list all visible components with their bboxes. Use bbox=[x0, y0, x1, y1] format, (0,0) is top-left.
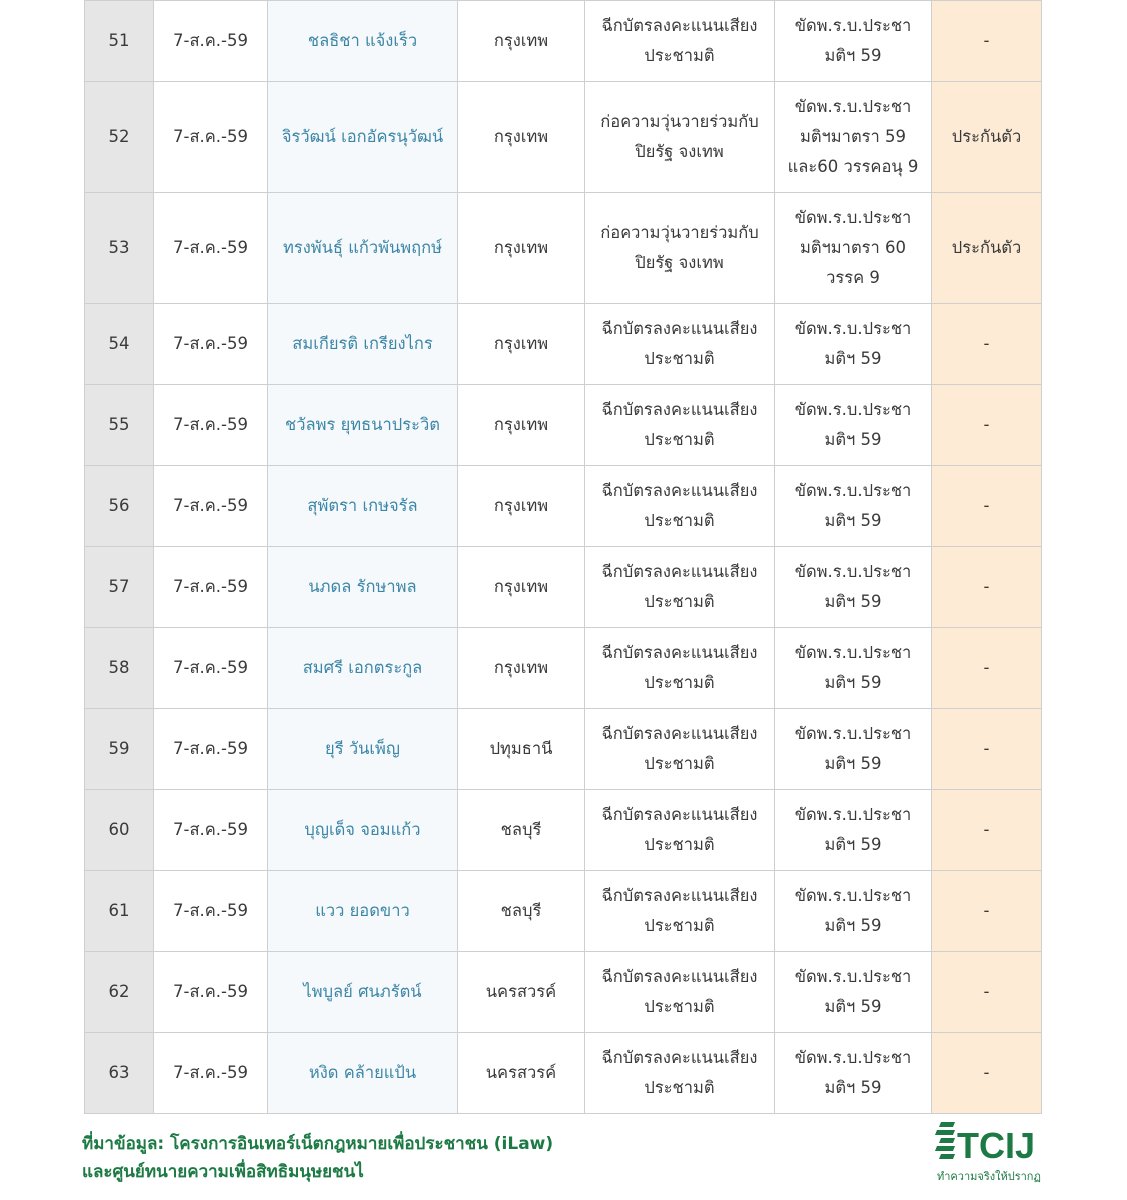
row-charge bbox=[775, 790, 932, 871]
row-charge bbox=[775, 193, 932, 304]
row-charge-line: มติฯ 59 bbox=[824, 916, 882, 935]
row-charge bbox=[775, 709, 932, 790]
source-line-2: และศูนย์ทนายความเพื่อสิทธิมนุษยชนไ bbox=[82, 1162, 364, 1182]
row-name: แวว ยอดขาว bbox=[268, 871, 458, 952]
row-date: 7-ส.ค.-59 bbox=[154, 790, 268, 871]
row-number: 55 bbox=[85, 385, 154, 466]
row-charge-line: และ60 วรรคอนุ 9 bbox=[787, 157, 919, 176]
row-name: ยุรี วันเพ็ญ bbox=[268, 709, 458, 790]
row-action-line: ฉีกบัตรลงคะแนนเสียง bbox=[601, 562, 758, 581]
row-action bbox=[585, 709, 775, 790]
row-charge-line: มติฯ 59 bbox=[824, 754, 882, 773]
table-row bbox=[85, 547, 1042, 628]
row-action-line: ฉีกบัตรลงคะแนนเสียง bbox=[601, 16, 758, 35]
row-action-line: ก่อความวุ่นวายร่วมกับ bbox=[600, 112, 759, 131]
row-date: 7-ส.ค.-59 bbox=[154, 628, 268, 709]
row-action bbox=[585, 82, 775, 193]
row-charge-line: มติฯ 59 bbox=[824, 1078, 882, 1097]
row-action-line: ประชามติ bbox=[644, 349, 715, 368]
row-action bbox=[585, 385, 775, 466]
row-status: - bbox=[932, 871, 1042, 952]
row-action bbox=[585, 790, 775, 871]
row-name: ไพบูลย์ ศนภรัตน์ bbox=[268, 952, 458, 1033]
row-action bbox=[585, 304, 775, 385]
row-number: 61 bbox=[85, 871, 154, 952]
row-charge bbox=[775, 628, 932, 709]
cases-table bbox=[84, 0, 1042, 1114]
row-status: - bbox=[932, 628, 1042, 709]
row-charge-line: ขัดพ.ร.บ.ประชา bbox=[794, 208, 912, 227]
row-action-line: ประชามติ bbox=[644, 754, 715, 773]
row-action-line: ประชามติ bbox=[644, 997, 715, 1016]
row-charge-line: ขัดพ.ร.บ.ประชา bbox=[794, 562, 912, 581]
table-row bbox=[85, 952, 1042, 1033]
row-province: กรุงเทพ bbox=[458, 385, 585, 466]
row-province: ปทุมธานี bbox=[458, 709, 585, 790]
row-action bbox=[585, 952, 775, 1033]
row-date: 7-ส.ค.-59 bbox=[154, 82, 268, 193]
row-name: จิรวัฒน์ เอกอัครนุวัฒน์ bbox=[268, 82, 458, 193]
row-charge bbox=[775, 547, 932, 628]
row-number: 62 bbox=[85, 952, 154, 1033]
table-row bbox=[85, 304, 1042, 385]
row-charge-line: ขัดพ.ร.บ.ประชา bbox=[794, 1048, 912, 1067]
row-action-line: ฉีกบัตรลงคะแนนเสียง bbox=[601, 643, 758, 662]
row-action-line: ประชามติ bbox=[644, 511, 715, 530]
row-name: สมศรี เอกตระกูล bbox=[268, 628, 458, 709]
row-charge-line: ขัดพ.ร.บ.ประชา bbox=[794, 805, 912, 824]
row-charge-line: ขัดพ.ร.บ.ประชา bbox=[794, 481, 912, 500]
row-number: 63 bbox=[85, 1033, 154, 1114]
row-charge bbox=[775, 385, 932, 466]
row-status: - bbox=[932, 1033, 1042, 1114]
row-number: 54 bbox=[85, 304, 154, 385]
row-number: 59 bbox=[85, 709, 154, 790]
row-charge bbox=[775, 1033, 932, 1114]
logo-wordmark: TCIJ bbox=[957, 1125, 1036, 1166]
row-date: 7-ส.ค.-59 bbox=[154, 304, 268, 385]
row-charge-line: ขัดพ.ร.บ.ประชา bbox=[794, 16, 912, 35]
row-province: กรุงเทพ bbox=[458, 82, 585, 193]
row-action-line: ประชามติ bbox=[644, 673, 715, 692]
row-action-line: ประชามติ bbox=[644, 46, 715, 65]
row-province: กรุงเทพ bbox=[458, 547, 585, 628]
row-action-line: ฉีกบัตรลงคะแนนเสียง bbox=[601, 319, 758, 338]
row-date: 7-ส.ค.-59 bbox=[154, 871, 268, 952]
row-charge bbox=[775, 466, 932, 547]
row-action-line: ปิยรัฐ จงเทพ bbox=[635, 253, 724, 272]
row-number: 57 bbox=[85, 547, 154, 628]
row-date: 7-ส.ค.-59 bbox=[154, 547, 268, 628]
row-charge bbox=[775, 304, 932, 385]
row-charge-line: มติฯ 59 bbox=[824, 997, 882, 1016]
table-row bbox=[85, 466, 1042, 547]
table-row bbox=[85, 1, 1042, 82]
row-number: 60 bbox=[85, 790, 154, 871]
table-row bbox=[85, 193, 1042, 304]
row-charge-line: ขัดพ.ร.บ.ประชา bbox=[794, 400, 912, 419]
row-date: 7-ส.ค.-59 bbox=[154, 193, 268, 304]
row-status: - bbox=[932, 466, 1042, 547]
row-charge-line: มติฯ 59 bbox=[824, 511, 882, 530]
row-status: - bbox=[932, 952, 1042, 1033]
row-name: สมเกียรติ เกรียงไกร bbox=[268, 304, 458, 385]
row-province: กรุงเทพ bbox=[458, 628, 585, 709]
row-name: บุญเด็จ จอมแก้ว bbox=[268, 790, 458, 871]
row-charge-line: ขัดพ.ร.บ.ประชา bbox=[794, 643, 912, 662]
row-province: กรุงเทพ bbox=[458, 193, 585, 304]
row-name: หงิด คล้ายแป้น bbox=[268, 1033, 458, 1114]
row-action-line: ฉีกบัตรลงคะแนนเสียง bbox=[601, 1048, 758, 1067]
row-action-line: ประชามติ bbox=[644, 835, 715, 854]
row-action-line: ก่อความวุ่นวายร่วมกับ bbox=[600, 223, 759, 242]
row-province: กรุงเทพ bbox=[458, 304, 585, 385]
row-province: นครสวรค์ bbox=[458, 1033, 585, 1114]
row-charge bbox=[775, 871, 932, 952]
row-charge-line: ขัดพ.ร.บ.ประชา bbox=[794, 724, 912, 743]
row-status: - bbox=[932, 385, 1042, 466]
source-note bbox=[82, 1130, 553, 1186]
row-date: 7-ส.ค.-59 bbox=[154, 709, 268, 790]
row-action bbox=[585, 1033, 775, 1114]
row-charge-line: ขัดพ.ร.บ.ประชา bbox=[794, 319, 912, 338]
row-action-line: ปิยรัฐ จงเทพ bbox=[635, 142, 724, 161]
row-charge-line: มติฯ 59 bbox=[824, 673, 882, 692]
row-date: 7-ส.ค.-59 bbox=[154, 1033, 268, 1114]
row-status: - bbox=[932, 1, 1042, 82]
row-name: ทรงพันธุ์ แก้วพันพฤกษ์ bbox=[268, 193, 458, 304]
row-action-line: ฉีกบัตรลงคะแนนเสียง bbox=[601, 886, 758, 905]
row-action bbox=[585, 466, 775, 547]
row-action-line: ฉีกบัตรลงคะแนนเสียง bbox=[601, 400, 758, 419]
row-charge bbox=[775, 82, 932, 193]
tcij-logo bbox=[935, 1120, 1045, 1185]
table-row bbox=[85, 385, 1042, 466]
row-charge-line: มติฯ 59 bbox=[824, 430, 882, 449]
row-action-line: ฉีกบัตรลงคะแนนเสียง bbox=[601, 724, 758, 743]
row-date: 7-ส.ค.-59 bbox=[154, 1, 268, 82]
row-action-line: ประชามติ bbox=[644, 430, 715, 449]
table-row bbox=[85, 82, 1042, 193]
row-action-line: ฉีกบัตรลงคะแนนเสียง bbox=[601, 967, 758, 986]
row-charge-line: มติฯ 59 bbox=[824, 349, 882, 368]
row-charge-line: มติฯ 59 bbox=[824, 46, 882, 65]
row-charge-line: ขัดพ.ร.บ.ประชา bbox=[794, 967, 912, 986]
row-action bbox=[585, 871, 775, 952]
row-status: - bbox=[932, 547, 1042, 628]
row-status: - bbox=[932, 790, 1042, 871]
row-number: 58 bbox=[85, 628, 154, 709]
row-number: 53 bbox=[85, 193, 154, 304]
row-action-line: ประชามติ bbox=[644, 1078, 715, 1097]
table-row bbox=[85, 628, 1042, 709]
row-action-line: ฉีกบัตรลงคะแนนเสียง bbox=[601, 805, 758, 824]
row-number: 56 bbox=[85, 466, 154, 547]
row-date: 7-ส.ค.-59 bbox=[154, 952, 268, 1033]
row-name: สุพัตรา เกษจรัล bbox=[268, 466, 458, 547]
logo-tagline: ทำความจริงให้ปรากฏ bbox=[937, 1170, 1041, 1183]
tcij-logo-icon bbox=[935, 1120, 1045, 1185]
row-charge-line: วรรค 9 bbox=[826, 268, 880, 287]
table-row bbox=[85, 871, 1042, 952]
row-status: - bbox=[932, 304, 1042, 385]
row-number: 51 bbox=[85, 1, 154, 82]
row-action-line: ประชามติ bbox=[644, 916, 715, 935]
row-status: ประกันตัว bbox=[932, 82, 1042, 193]
row-province: ชลบุรี bbox=[458, 871, 585, 952]
row-action bbox=[585, 1, 775, 82]
row-charge-line: มติฯมาตรา 59 bbox=[799, 127, 907, 146]
row-status: ประกันตัว bbox=[932, 193, 1042, 304]
source-line-1: ที่มาข้อมูล: โครงการอินเทอร์เน็ตกฎหมายเพื่อประชาชน (iLaw) bbox=[82, 1134, 554, 1154]
row-action-line: ฉีกบัตรลงคะแนนเสียง bbox=[601, 481, 758, 500]
row-province: กรุงเทพ bbox=[458, 466, 585, 547]
row-action bbox=[585, 193, 775, 304]
row-name: ชลธิชา แจ้งเร็ว bbox=[268, 1, 458, 82]
row-name: นภดล รักษาพล bbox=[268, 547, 458, 628]
row-province: ชลบุรี bbox=[458, 790, 585, 871]
row-charge-line: ขัดพ.ร.บ.ประชา bbox=[794, 886, 912, 905]
row-charge-line: ขัดพ.ร.บ.ประชา bbox=[794, 97, 912, 116]
row-charge bbox=[775, 952, 932, 1033]
row-date: 7-ส.ค.-59 bbox=[154, 385, 268, 466]
row-status: - bbox=[932, 709, 1042, 790]
row-action bbox=[585, 547, 775, 628]
row-date: 7-ส.ค.-59 bbox=[154, 466, 268, 547]
table-body bbox=[85, 1, 1042, 1114]
row-charge-line: มติฯมาตรา 60 bbox=[799, 238, 907, 257]
table-row bbox=[85, 1033, 1042, 1114]
table-row bbox=[85, 709, 1042, 790]
row-province: นครสวรค์ bbox=[458, 952, 585, 1033]
row-action bbox=[585, 628, 775, 709]
row-number: 52 bbox=[85, 82, 154, 193]
row-action-line: ประชามติ bbox=[644, 592, 715, 611]
row-charge bbox=[775, 1, 932, 82]
row-name: ชวัลพร ยุทธนาประวิต bbox=[268, 385, 458, 466]
row-charge-line: มติฯ 59 bbox=[824, 835, 882, 854]
row-province: กรุงเทพ bbox=[458, 1, 585, 82]
row-charge-line: มติฯ 59 bbox=[824, 592, 882, 611]
table-row bbox=[85, 790, 1042, 871]
